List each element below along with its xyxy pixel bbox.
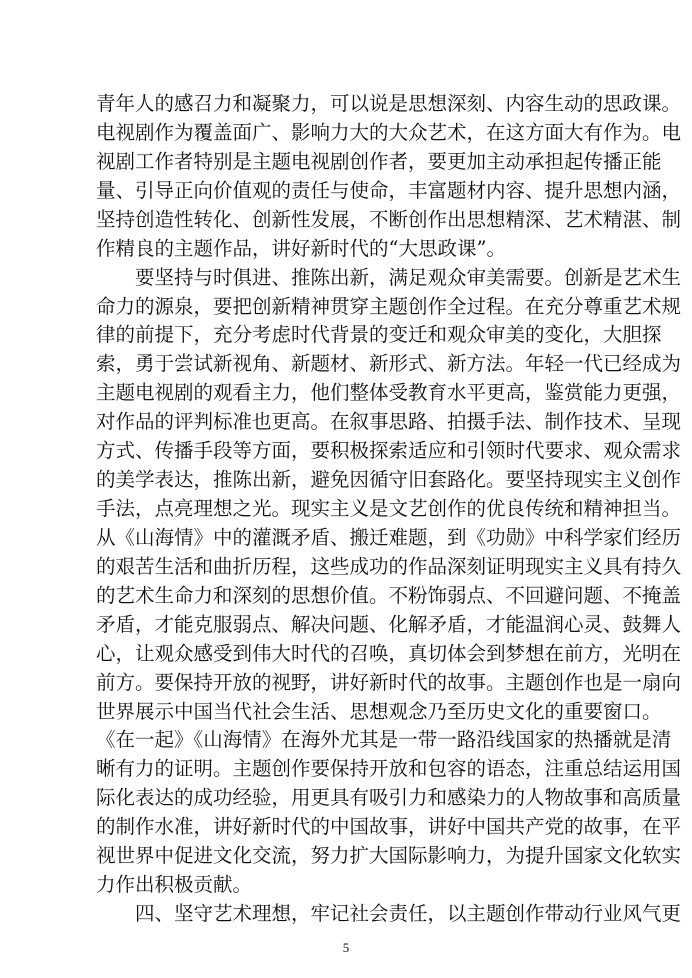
text-line: 量、引导正向价值观的责任与使命，丰富题材内容、提升思想内涵，	[96, 179, 682, 202]
text-line: 的艰苦生活和曲折历程，这些成功的作品深刻证明现实主义具有持久	[96, 555, 682, 578]
text-line: 《在一起》《山海情》在海外尤其是一带一路沿线国家的热播就是清	[96, 728, 672, 751]
text-line: 际化表达的成功经验，用更具有吸引力和感染力的人物故事和高质量	[96, 786, 682, 809]
text-line: 作精良的主题作品，讲好新时代的“大思政课”。	[96, 237, 506, 260]
text-line: 电视剧作为覆盖面广、影响力大的大众艺术，在这方面大有作为。电	[96, 121, 682, 144]
text-line: 晰有力的证明。主题创作要保持开放和包容的语态，注重总结运用国	[96, 757, 682, 780]
text-line: 的艺术生命力和深刻的思想价值。不粉饰弱点、不回避问题、不掩盖	[96, 584, 682, 607]
text-line: 对作品的评判标准也更高。在叙事思路、拍摄手法、制作技术、呈现	[96, 410, 682, 433]
text-line: 视剧工作者特别是主题电视剧创作者，要更加主动承担起传播正能	[96, 150, 662, 173]
text-line: 世界展示中国当代社会生活、思想观念乃至历史文化的重要窗口。	[96, 700, 662, 723]
text-line: 的美学表达，推陈出新，避免因循守旧套路化。要坚持现实主义创作	[96, 468, 682, 491]
text-line: 矛盾，才能克服弱点、解决问题、化解矛盾，才能温润心灵、鼓舞人	[96, 613, 682, 636]
text-line: 的制作水准，讲好新时代的中国故事，讲好中国共产党的故事，在平	[96, 815, 682, 838]
text-line: 手法，点亮理想之光。现实主义是文艺创作的优良传统和精神担当。	[96, 497, 682, 520]
text-line: 视世界中促进文化交流，努力扩大国际影响力，为提升国家文化软实	[96, 844, 682, 867]
text-line: 从《山海情》中的灌溉矛盾、搬迁难题，到《功勋》中科学家们经历	[96, 526, 682, 549]
text-line: 前方。要保持开放的视野，讲好新时代的故事。主题创作也是一扇向	[96, 671, 682, 694]
text-line: 心，让观众感受到伟大时代的召唤，真切体会到梦想在前方，光明在	[96, 642, 682, 665]
text-line: 主题电视剧的观看主力，他们整体受教育水平更高，鉴赏能力更强，	[96, 381, 682, 404]
paragraph-start-line: 四、坚守艺术理想，牢记社会责任，以主题创作带动行业风气更	[135, 902, 682, 925]
text-line: 青年人的感召力和凝聚力，可以说是思想深刻、内容生动的思政课。	[96, 92, 682, 115]
text-line: 律的前提下，充分考虑时代背景的变迁和观众审美的变化，大胆探	[96, 323, 662, 346]
paragraph-start-line: 要坚持与时俱进、推陈出新，满足观众审美需要。创新是艺术生	[135, 266, 682, 289]
text-line: 力作出积极贡献。	[96, 873, 253, 896]
page-number: 5	[342, 940, 350, 955]
text-line: 命力的源泉，要把创新精神贯穿主题创作全过程。在充分尊重艺术规	[96, 295, 682, 318]
text-line: 索，勇于尝试新视角、新题材、新形式、新方法。年轻一代已经成为	[96, 352, 682, 375]
text-line: 坚持创造性转化、创新性发展，不断创作出思想精深、艺术精湛、制	[96, 208, 682, 231]
text-line: 方式、传播手段等方面，要积极探索适应和引领时代要求、观众需求	[96, 439, 682, 462]
